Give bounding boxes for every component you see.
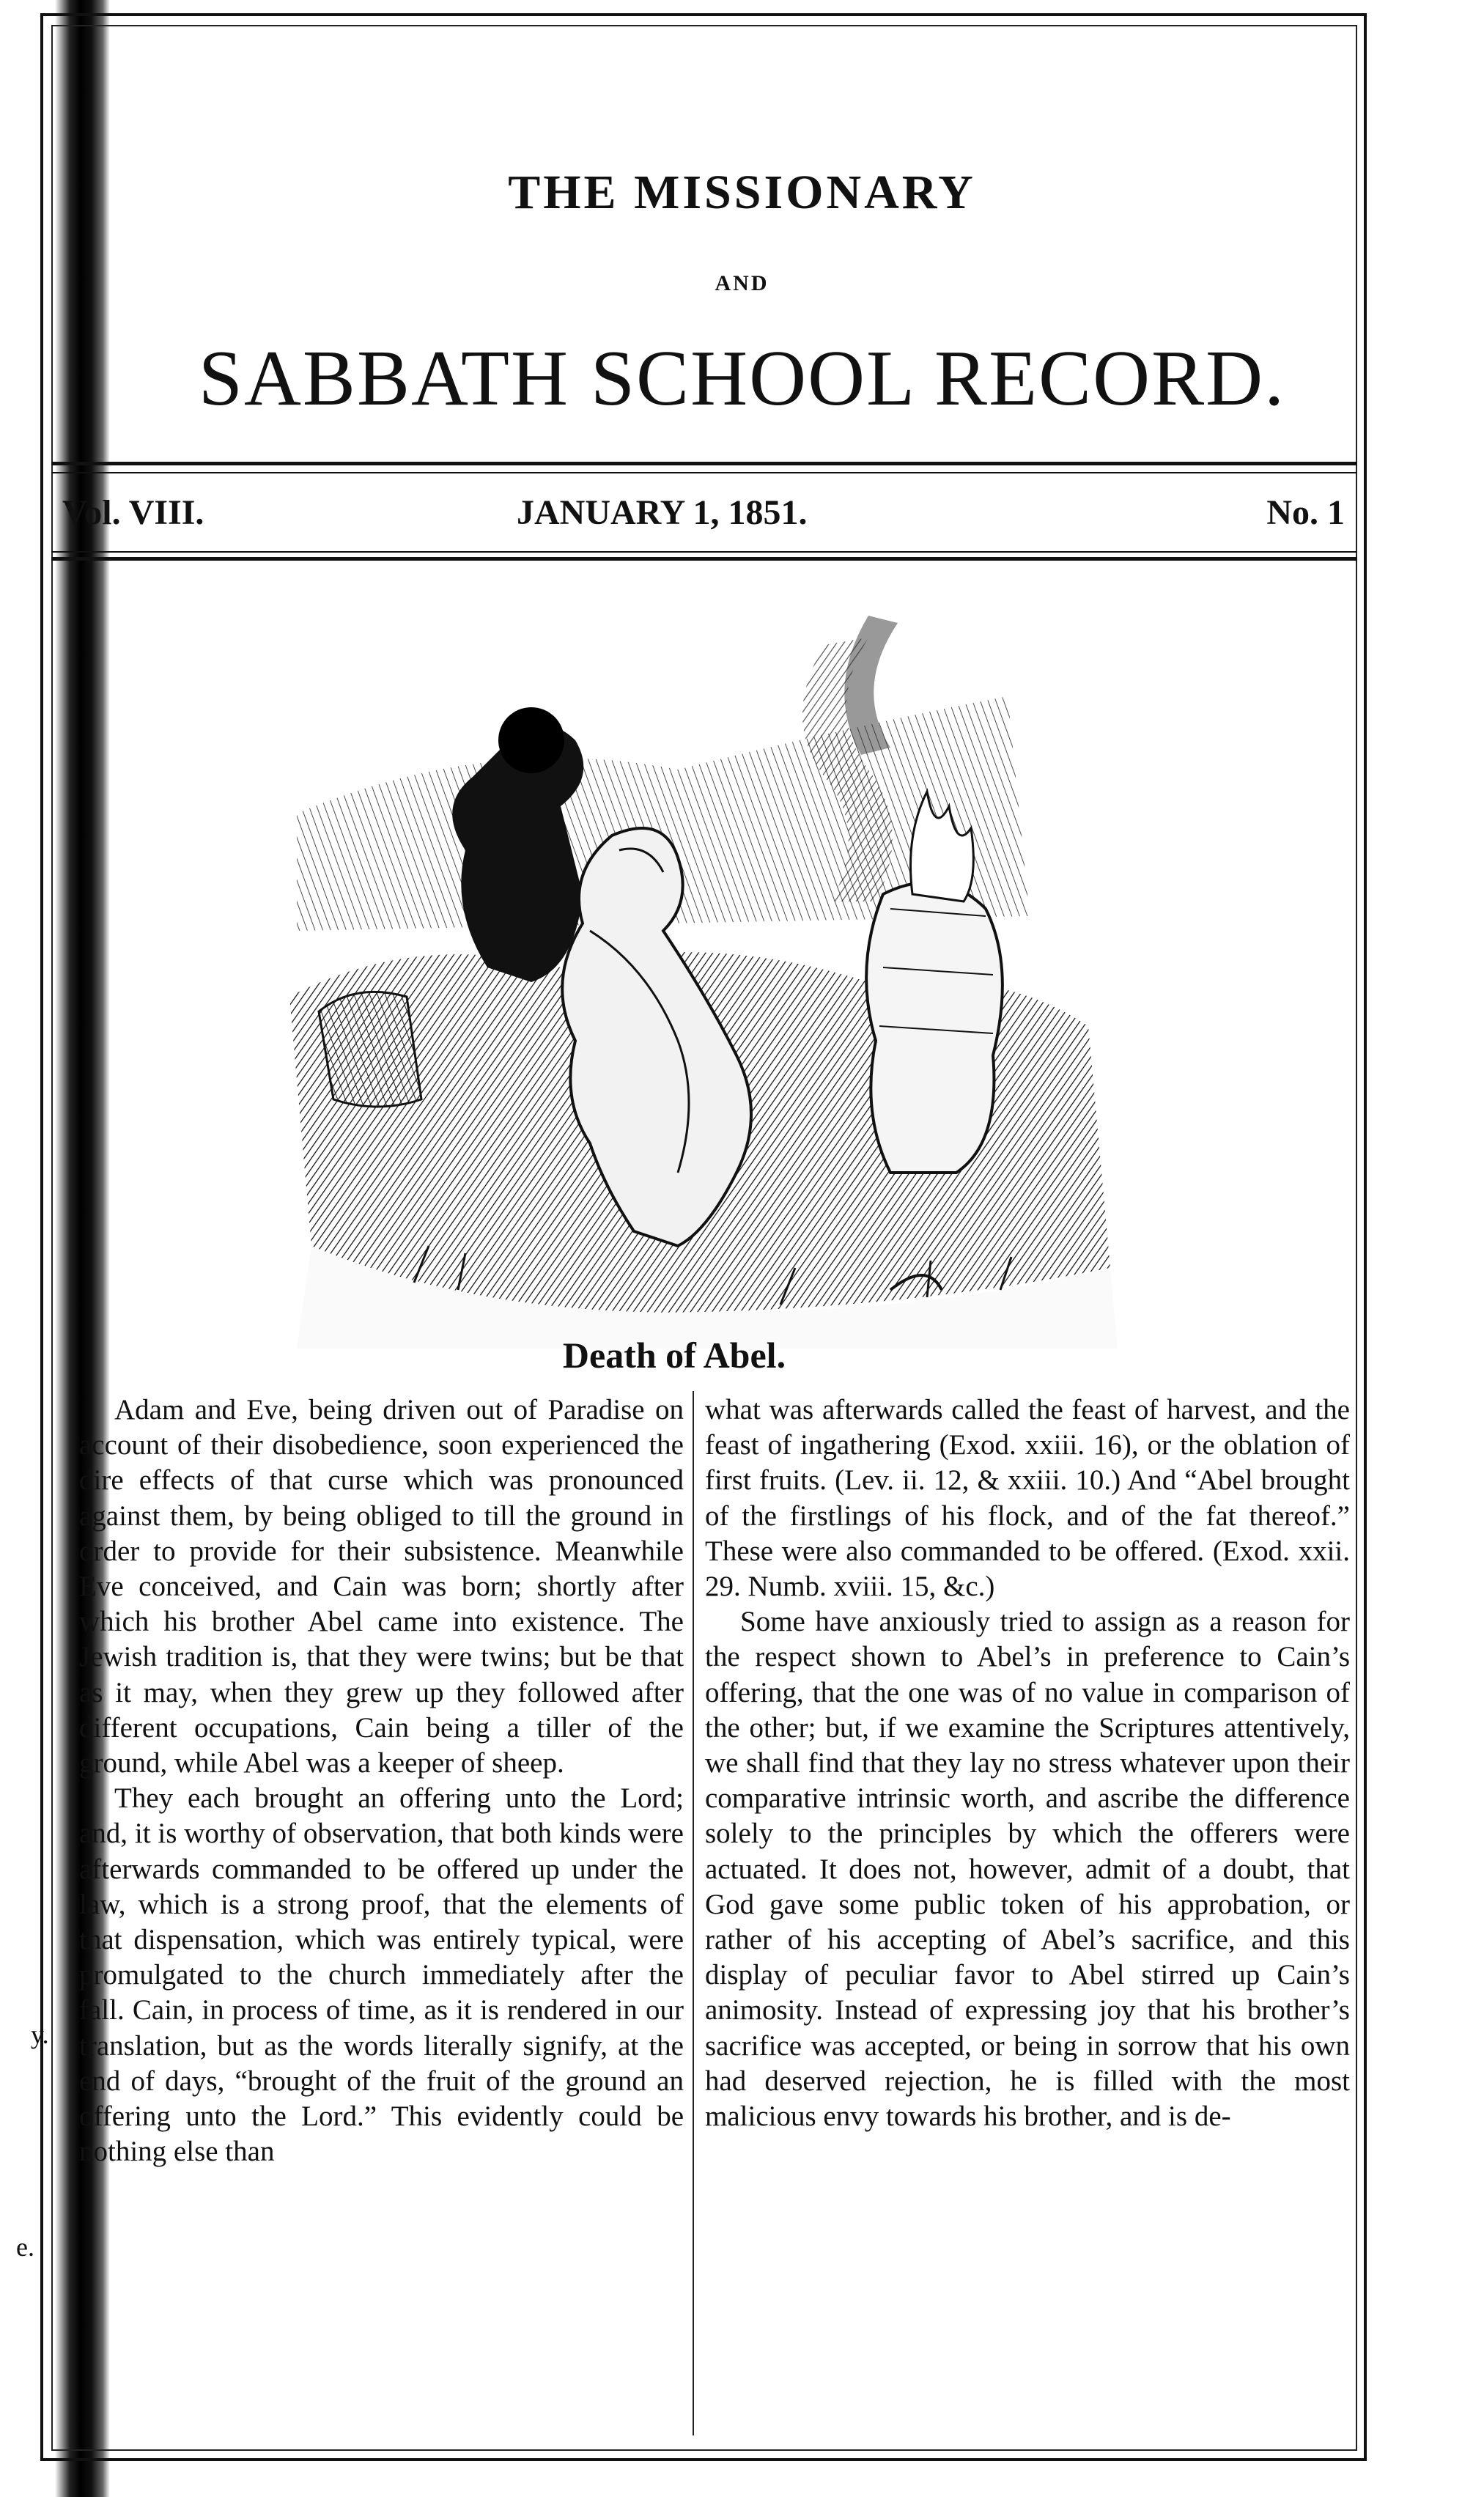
paragraph: what was afterwards called the feast of harvest, and the feast of ingathering (Exod. xxiii. 16), or the oblation of first fruits. (Lev. ii. 12, & xxiii. 10.) And “Abel brought of the firstlings of his flock, and of the fat thereof.” These were also commanded to be offered. (Exod. xxii. 29. Numb. xviii. 15, &c.)	[705, 1394, 1350, 1603]
illustration-caption: Death of Abel.	[562, 1335, 786, 1376]
article-left-column	[79, 1393, 684, 2448]
paragraph: They each brought an offering unto the Lord; and, it is worthy of observation, that both kinds were afterwards commanded to be offered up under the law, which is a strong proof, that the elements of that dispensation, which was entirely typical, were promulgated to the church immediately after the fall. Cain, in process of time, as it is rendered in our translation, but as the words literally signify, at the end of days, “brought of the fruit of the ground an offering unto the Lord.” This evidently could be nothing else than	[79, 1782, 684, 2168]
issue-number: No. 1	[1266, 493, 1345, 532]
masthead-line-1: THE MISSIONARY	[508, 166, 976, 219]
volume-label: Vol. VIII.	[62, 493, 204, 532]
paragraph: Some have anxiously tried to assign as a reason for the respect shown to Abel’s in preference to Cain’s offering, that the one was of no value in comparison of the other; but, if we examine the Scriptures attentively, we shall find that they lay no stress whatever upon their comparative intrinsic worth, and ascribe the difference solely to the principles by which the offerers were actuated. It does not, however, admit of a doubt, that God gave some public token of his approbation, or rather of his accepting of Abel’s sacrifice, and this display of peculiar favor to Abel stirred up Cain’s animosity. Instead of expressing joy that his brother’s sacrifice was accepted, or being in sorrow that his own had deserved rejection, he is filled with the most malicious envy towards his brother, and is de-	[705, 1606, 1350, 2133]
bottom-rule-thin	[51, 551, 1357, 553]
basket	[319, 992, 421, 1107]
bottom-rule-thick	[51, 557, 1357, 561]
top-rule-thick	[51, 462, 1357, 465]
paragraph: Adam and Eve, being driven out of Paradise on account of their disobedience, soon experienced the dire effects of that curse which was pronounced against them, by being obliged to till the ground in order to provide for their subsistence. Meanwhile Eve conceived, and Cain was born; shortly after which his brother Abel came into existence. The Jewish tradition is, that they were twins; but be that as it may, when they grew up they followed after different occupations, Cain being a tiller of the ground, while Abel was a keeper of sheep.	[79, 1394, 684, 1779]
masthead-line-2: AND	[715, 271, 769, 295]
article-right-column	[705, 1393, 1350, 2448]
margin-mark: y.	[31, 2020, 49, 2049]
altar	[866, 882, 1003, 1173]
engraving-illustration	[267, 586, 1140, 1352]
top-rule-thin	[51, 472, 1357, 473]
column-divider	[693, 1391, 694, 2435]
margin-mark: e.	[16, 2232, 34, 2262]
masthead-title: SABBATH SCHOOL RECORD.	[198, 335, 1286, 422]
issue-date: JANUARY 1, 1851.	[517, 493, 808, 532]
